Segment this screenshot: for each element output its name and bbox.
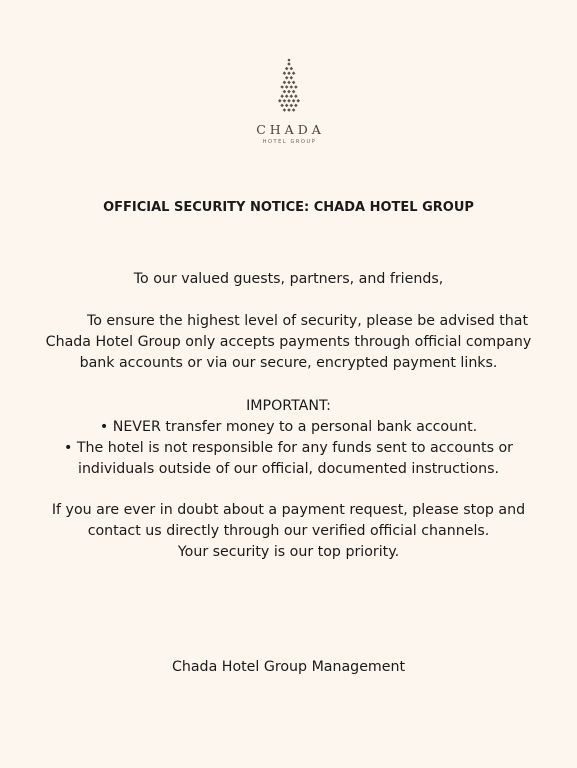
important-bullet: • NEVER transfer money to a personal bank account.: [99, 419, 478, 435]
logo-diamond-mark: [294, 85, 298, 89]
doubt-paragraph: [0, 500, 577, 563]
important-section: [0, 396, 577, 480]
logo-diamond-mark: [291, 90, 295, 94]
paragraph-line: contact us directly through our verified official channels.: [87, 523, 490, 539]
logo-diamond-mark: [294, 94, 298, 98]
logo-diamond-mark: [287, 99, 291, 103]
logo-diamond-mark: [280, 85, 284, 89]
logo-diamond-mark: [284, 104, 288, 108]
logo-diamond-mark: [287, 81, 291, 85]
paragraph-line: Chada Hotel Group only accepts payments through official company: [45, 334, 532, 350]
logo-diamond-mark: [287, 108, 291, 112]
logo-diamond-mark: [284, 94, 288, 98]
important-heading: IMPORTANT:: [246, 398, 331, 414]
logo-diamond-mark: [291, 99, 295, 103]
logo-diamond-mark: [282, 99, 286, 103]
logo-diamond-mark: [284, 85, 288, 89]
important-bullet: • The hotel is not responsible for any funds sent to accounts or: [64, 440, 513, 456]
paragraph-line: If you are ever in doubt about a payment request, please stop and: [51, 502, 526, 518]
paragraph-line: Your security is our top priority.: [177, 544, 400, 560]
logo-diamond-mark: [291, 108, 295, 112]
greeting: [0, 269, 577, 290]
logo-diamond-mark: [287, 62, 291, 66]
logo-diamond-mark: [282, 90, 286, 94]
greeting-text: To our valued guests, partners, and friends,: [133, 271, 444, 287]
logo-diamond-mark: [282, 71, 286, 75]
logo-diamond-mark: [289, 85, 293, 89]
logo-finial-mark: [287, 59, 290, 62]
important-bullet-continuation: individuals outside of our official, documented instructions.: [78, 461, 499, 477]
logo-diamond-mark: [282, 108, 286, 112]
paragraph-line: To ensure the highest level of security, please be advised that: [86, 313, 529, 329]
logo-diamond-mark: [289, 76, 293, 80]
logo-diamond-mark: [291, 71, 295, 75]
signoff-text: Chada Hotel Group Management: [171, 659, 406, 675]
signoff: [0, 657, 577, 678]
logo-mark-icon: [264, 58, 314, 116]
notice-title: OFFICIAL SECURITY NOTICE: CHADA HOTEL GROUP: [103, 200, 474, 215]
logo-diamond-mark: [289, 94, 293, 98]
logo-diamond-mark: [280, 104, 284, 108]
logo-diamond-mark: [278, 99, 282, 103]
brand-logo: [0, 58, 577, 145]
logo-diamond-mark: [289, 67, 293, 71]
brand-subtitle: HOTEL GROUP: [262, 139, 317, 145]
logo-diamond-mark: [287, 71, 291, 75]
logo-diamond-mark: [280, 94, 284, 98]
logo-diamond-mark: [289, 104, 293, 108]
logo-diamond-mark: [291, 81, 295, 85]
logo-diamond-mark: [287, 90, 291, 94]
paragraph-line: bank accounts or via our secure, encrypted payment links.: [79, 355, 498, 371]
logo-diamond-mark: [294, 104, 298, 108]
brand-name: CHADA: [256, 122, 325, 137]
logo-diamond-mark: [296, 99, 300, 103]
logo-diamond-mark: [284, 67, 288, 71]
logo-diamond-mark: [284, 76, 288, 80]
payment-policy-paragraph: [0, 311, 577, 374]
logo-diamond-mark: [282, 81, 286, 85]
